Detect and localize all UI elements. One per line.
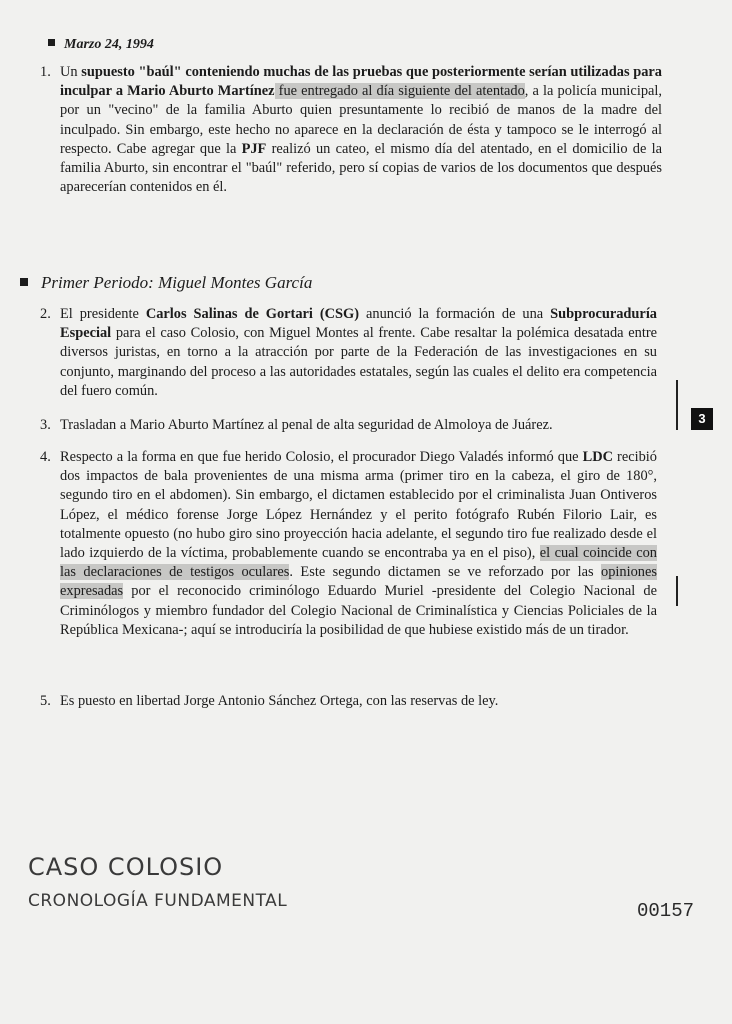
chronology-item-1: 1. Un supuesto "baúl" conteniendo muchas de las pruebas que posteriormente serían utilizadas para inculpar a Mario Aburto Martínez fue entregado al día siguiente del atentado, a la policía municipal, por un "vecino" de la familia Aburto quien presuntamente lo recibió de manos de la madre del inculpado. Sin embargo, este hecho no aparece en la declaración de ésta y tampoco se le interrogó al respecto. Cabe agregar que la PJF realizó un cateo, el mismo día del atentado, en el domicilio de la familia Aburto, sin encontrar el "baúl" referido, pero sí copias de varios de los documentos que después aparecerían contenidos en él. <box>40 64 662 196</box>
chronology-item-2: 2. El presidente Carlos Salinas de Gortari (CSG) anunció la formación de una Subprocuraduría Especial para el caso Colosio, con Miguel Montes al frente. Cabe resaltar la polémica desatada entre diversos juristas, en torno a la atracción por parte de la Federación de las investigaciones en su conjunto, marginando del proceso a las autoridades estatales, según las cuales el delito era competencia del fuero común. <box>40 306 658 399</box>
document-number: 00157 <box>637 900 695 922</box>
chronology-item-5: 5. Es puesto en libertad Jorge Antonio Sánchez Ortega, con las reservas de ley. <box>40 693 499 709</box>
footer-subtitle: CRONOLOGÍA FUNDAMENTAL <box>28 891 288 911</box>
chronology-item-4: 4. Respecto a la forma en que fue herido Colosio, el procurador Diego Valadés informó que LDC recibió dos impactos de bala provenientes de una misma arma (primer tiro en la cabeza, el giro de 180°, segundo tiro en el abdomen). Sin embargo, el dictamen establecido por el criminalista Juan Ontiveros López, el médico forense Jorge López Hernández y el perito fotógrafo Rubén Filorio Lair, es totalmente opuesto (no hubo giro sino proyección hacia adelante, el segundo tiro fue realizado desde el lado izquierdo de la víctima, probablemente cuando se encontraba ya en el piso), el cual coincide con las declaraciones de testigos oculares. Este segundo dictamen se ve reforzado por las opiniones expresadas por el reconocido criminólogo Eduardo Muriel -presidente del Colegio Nacional de Criminólogos y miembro fundador del Colegio Nacional de Criminalística y Ciencias Policiales de la República Mexicana-; aquí se introduciría la posibilidad de que hubiese existido más de un tirador. <box>40 449 658 638</box>
square-bullet-icon <box>48 39 55 46</box>
square-bullet-icon <box>20 278 28 286</box>
page-number-badge: 3 <box>691 408 713 430</box>
footer-title: CASO COLOSIO <box>28 853 224 881</box>
margin-line <box>676 380 678 430</box>
margin-line <box>676 576 678 606</box>
highlighted-text: fue entregado al día siguiente del atentado <box>274 83 525 100</box>
chronology-item-3: 3. Trasladan a Mario Aburto Martínez al penal de alta seguridad de Almoloya de Juárez. <box>40 417 553 433</box>
section-title: Primer Periodo: Miguel Montes García <box>20 273 312 293</box>
highlighted-text: opiniones expresadas <box>60 564 657 600</box>
highlighted-text: el cual coincide con las declaraciones de testigos oculares <box>60 545 658 581</box>
date-heading: Marzo 24, 1994 <box>48 37 154 53</box>
